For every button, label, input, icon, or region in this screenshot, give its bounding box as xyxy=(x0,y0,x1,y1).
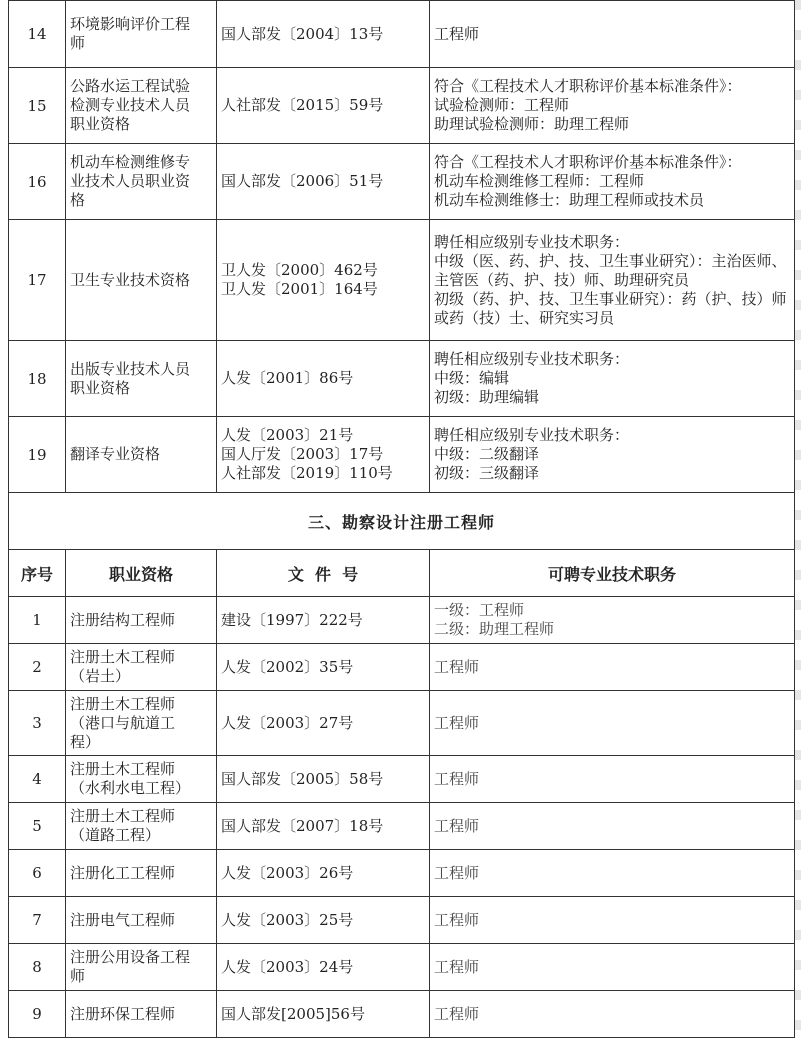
table-row xyxy=(9,644,795,691)
row-number: 7 xyxy=(9,897,66,944)
section-title: 三、勘察设计注册工程师 xyxy=(9,493,795,550)
document-number: 国人部发〔2007〕18号 xyxy=(217,803,430,850)
eligible-positions: 工程师 xyxy=(430,944,795,991)
qualification-name: 注册土木工程师 （岩土） xyxy=(66,644,217,691)
eligible-positions: 工程师 xyxy=(430,897,795,944)
row-number: 17 xyxy=(9,220,66,341)
document-number: 国人部发〔2005〕58号 xyxy=(217,756,430,803)
eligible-positions: 聘任相应级别专业技术职务： 中级：二级翻译 初级：三级翻译 xyxy=(430,417,795,493)
document-number: 人发〔2003〕26号 xyxy=(217,850,430,897)
document-number: 国人部发[2005]56号 xyxy=(217,991,430,1038)
document-number: 人发〔2003〕25号 xyxy=(217,897,430,944)
table-row xyxy=(9,597,795,644)
eligible-positions: 符合《工程技术人才职称评价基本标准条件》： 试验检测师：工程师 助理试验检测师：助理工程师 xyxy=(430,68,795,144)
row-number: 9 xyxy=(9,991,66,1038)
header-document: 文 件 号 xyxy=(217,550,430,597)
table-row xyxy=(9,341,795,417)
document-number: 国人部发〔2004〕13号 xyxy=(217,1,430,68)
eligible-positions: 聘任相应级别专业技术职务： 中级（医、药、护、技、卫生事业研究）：主治医师、主管医（药、护、技）师、助理研究员 初级（药、护、技、卫生事业研究）：药（护、技）师或药（技）士、研究实习员 xyxy=(430,220,795,341)
qualification-name: 注册土木工程师 （港口与航道工 程） xyxy=(66,691,217,756)
table-row xyxy=(9,691,795,756)
row-number: 19 xyxy=(9,417,66,493)
qualification-name: 注册土木工程师 （水利水电工程） xyxy=(66,756,217,803)
document-number: 人发〔2003〕24号 xyxy=(217,944,430,991)
eligible-positions: 一级：工程师 二级：助理工程师 xyxy=(430,597,795,644)
qualification-name: 注册结构工程师 xyxy=(66,597,217,644)
eligible-positions: 工程师 xyxy=(430,1,795,68)
eligible-positions: 工程师 xyxy=(430,644,795,691)
eligible-positions: 工程师 xyxy=(430,756,795,803)
header-number: 序号 xyxy=(9,550,66,597)
eligible-positions: 工程师 xyxy=(430,850,795,897)
eligible-positions: 聘任相应级别专业技术职务： 中级：编辑 初级：助理编辑 xyxy=(430,341,795,417)
qualification-name: 公路水运工程试验 检测专业技术人员 职业资格 xyxy=(66,68,217,144)
table-row xyxy=(9,991,795,1038)
row-number: 4 xyxy=(9,756,66,803)
row-number: 6 xyxy=(9,850,66,897)
table-row xyxy=(9,144,795,220)
table-row xyxy=(9,417,795,493)
qualification-name: 注册化工工程师 xyxy=(66,850,217,897)
header-positions: 可聘专业技术职务 xyxy=(430,550,795,597)
table-row xyxy=(9,897,795,944)
document-number: 人发〔2002〕35号 xyxy=(217,644,430,691)
row-number: 18 xyxy=(9,341,66,417)
table-row xyxy=(9,756,795,803)
row-number: 5 xyxy=(9,803,66,850)
qualification-name: 翻译专业资格 xyxy=(66,417,217,493)
row-number: 2 xyxy=(9,644,66,691)
row-number: 15 xyxy=(9,68,66,144)
eligible-positions: 工程师 xyxy=(430,691,795,756)
qualification-name: 注册土木工程师 （道路工程） xyxy=(66,803,217,850)
document-number: 卫人发〔2000〕462号 卫人发〔2001〕164号 xyxy=(217,220,430,341)
row-number: 8 xyxy=(9,944,66,991)
eligible-positions: 符合《工程技术人才职称评价基本标准条件》： 机动车检测维修工程师：工程师 机动车检测维修士：助理工程师或技术员 xyxy=(430,144,795,220)
document-number: 人社部发〔2015〕59号 xyxy=(217,68,430,144)
row-number: 3 xyxy=(9,691,66,756)
qualification-name: 注册电气工程师 xyxy=(66,897,217,944)
table-header-row xyxy=(9,550,795,597)
eligible-positions: 工程师 xyxy=(430,803,795,850)
qualification-name: 环境影响评价工程 师 xyxy=(66,1,217,68)
document-page xyxy=(8,0,794,1038)
qualification-name: 注册公用设备工程 师 xyxy=(66,944,217,991)
page-edge-decoration xyxy=(795,0,801,1039)
qualification-name: 机动车检测维修专 业技术人员职业资 格 xyxy=(66,144,217,220)
qualification-name: 卫生专业技术资格 xyxy=(66,220,217,341)
document-number: 国人部发〔2006〕51号 xyxy=(217,144,430,220)
qualification-name: 注册环保工程师 xyxy=(66,991,217,1038)
document-number: 建设〔1997〕222号 xyxy=(217,597,430,644)
row-number: 16 xyxy=(9,144,66,220)
table-row xyxy=(9,1,795,68)
table-row xyxy=(9,803,795,850)
section-title-row xyxy=(9,493,795,550)
table-row xyxy=(9,850,795,897)
table-row xyxy=(9,944,795,991)
document-number: 人发〔2003〕21号 国人厅发〔2003〕17号 人社部发〔2019〕110号 xyxy=(217,417,430,493)
qualification-table xyxy=(8,0,795,1038)
header-qualification: 职业资格 xyxy=(66,550,217,597)
eligible-positions: 工程师 xyxy=(430,991,795,1038)
table-row xyxy=(9,68,795,144)
table-row xyxy=(9,220,795,341)
document-number: 人发〔2003〕27号 xyxy=(217,691,430,756)
row-number: 14 xyxy=(9,1,66,68)
document-number: 人发〔2001〕86号 xyxy=(217,341,430,417)
row-number: 1 xyxy=(9,597,66,644)
qualification-name: 出版专业技术人员 职业资格 xyxy=(66,341,217,417)
